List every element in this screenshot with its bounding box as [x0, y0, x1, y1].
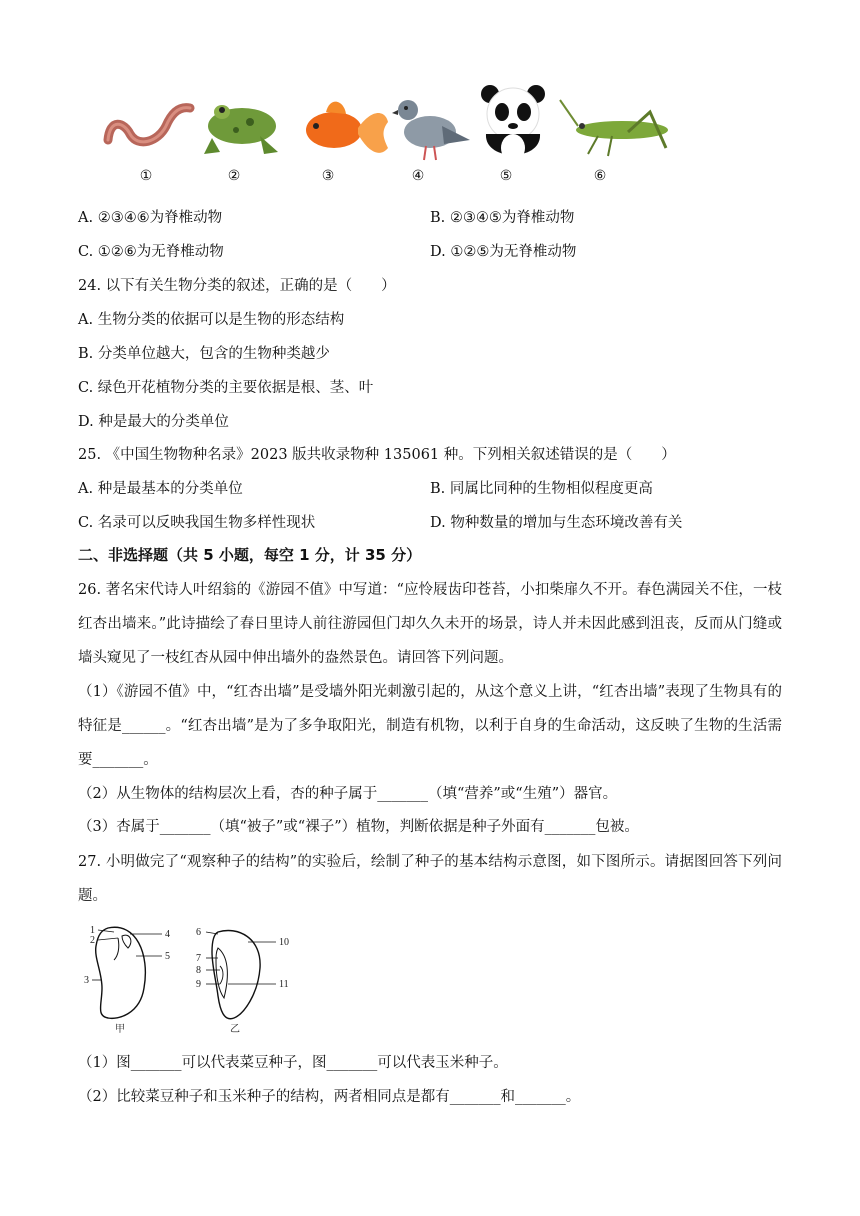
bean-number-5: 5	[165, 951, 170, 962]
q25-option-c: C. 名录可以反映我国生物多样性现状	[78, 515, 316, 531]
animal-label-1: ①	[139, 168, 153, 184]
pigeon-icon	[392, 82, 472, 166]
q27-part-2: （2）比较菜豆种子和玉米种子的结构，两者相同点是都有_______和_______。	[78, 1089, 581, 1105]
animal-label-6: ⑥	[593, 168, 607, 184]
corn-seed-diagram	[196, 927, 289, 1035]
bean-caption: 甲	[115, 1024, 125, 1035]
q25-option-b: B. 同属比同种的生物相似程度更高	[430, 481, 653, 497]
corn-number-8: 8	[196, 965, 201, 976]
q26-intro: 26. 著名宋代诗人叶绍翁的《游园不值》中写道：“应怜屐齿印苍苔，小扣柴扉久不开。春色满园关不住，一枝红杏出墙来。”此诗描绘了春日里诗人前往游园但门却久久未开的场景，诗人并未因此感到沮丧，反而从门缝或墙头窥见了一枝红杏从园中伸出墙外的盎然景色。请回答下列问题。	[78, 582, 782, 666]
q26-part-1: （1）《游园不值》中，“红杏出墙”是受墙外阳光刺激引起的，从这个意义上讲，“红杏出墙”表现了生物具有的特征是______。“红杏出墙”是为了多争取阳光，制造有机物，以利于自身的生命活动，这反映了生物的生活需要_______。	[78, 684, 782, 768]
seed-structure-diagram	[78, 918, 298, 1036]
q25-stem: 25. 《中国生物物种名录》2023 版共收录物种 135061 种。下列相关叙述错误的是（ ）	[78, 447, 676, 463]
corn-number-6: 6	[196, 927, 201, 938]
corn-caption: 乙	[230, 1024, 240, 1035]
bean-number-1: 1	[90, 925, 95, 936]
section-title: 二、非选择题（共 5 小题，每空 1 分，计 35 分）	[78, 546, 422, 564]
animal-label-2: ②	[227, 168, 241, 184]
q27-part-1: （1）图_______可以代表菜豆种子，图_______可以代表玉米种子。	[78, 1055, 508, 1071]
corn-number-11: 11	[279, 979, 289, 990]
q24-option-d: D. 种是最大的分类单位	[78, 414, 229, 430]
q27-intro: 27. 小明做完了“观察种子的结构”的实验后，绘制了种子的基本结构示意图，如下图所示。请据图回答下列问题。	[78, 854, 782, 904]
bean-seed-diagram	[84, 925, 170, 1035]
bean-number-4: 4	[165, 929, 170, 940]
q23-option-b: B. ②③④⑤为脊椎动物	[430, 210, 575, 226]
q24-option-b: B. 分类单位越大，包含的生物种类越少	[78, 346, 330, 362]
goldfish-icon	[296, 82, 392, 172]
q24-stem: 24. 以下有关生物分类的叙述，正确的是（ ）	[78, 278, 396, 294]
animal-label-4: ④	[411, 168, 425, 184]
q23-option-a: A. ②③④⑥为脊椎动物	[78, 210, 223, 226]
bean-number-2: 2	[90, 935, 95, 946]
bean-number-3: 3	[84, 975, 89, 986]
grasshopper-icon	[558, 82, 674, 166]
q26-part-3: （3）杏属于_______（填“被子”或“裸子”）植物，判断依据是种子外面有_______包被。	[78, 819, 639, 835]
q25-option-a: A. 种是最基本的分类单位	[78, 481, 243, 497]
q26-part-2: （2）从生物体的结构层次上看，杏的种子属于_______（填“营养”或“生殖”）器官。	[78, 786, 618, 802]
animal-label-5: ⑤	[499, 168, 513, 184]
corn-number-10: 10	[279, 937, 289, 948]
animal-label-3: ③	[321, 168, 335, 184]
q23-option-d: D. ①②⑤为无脊椎动物	[430, 244, 577, 260]
earthworm-icon	[100, 82, 196, 166]
corn-number-7: 7	[196, 953, 201, 964]
animal-figure	[96, 82, 676, 192]
q23-option-c: C. ①②⑥为无脊椎动物	[78, 244, 224, 260]
q24-option-a: A. 生物分类的依据可以是生物的形态结构	[78, 312, 345, 328]
panda-icon	[476, 82, 550, 168]
corn-number-9: 9	[196, 979, 201, 990]
q25-option-d: D. 物种数量的增加与生态环境改善有关	[430, 515, 683, 531]
frog-icon	[200, 82, 286, 166]
q24-option-c: C. 绿色开花植物分类的主要依据是根、茎、叶	[78, 380, 374, 396]
